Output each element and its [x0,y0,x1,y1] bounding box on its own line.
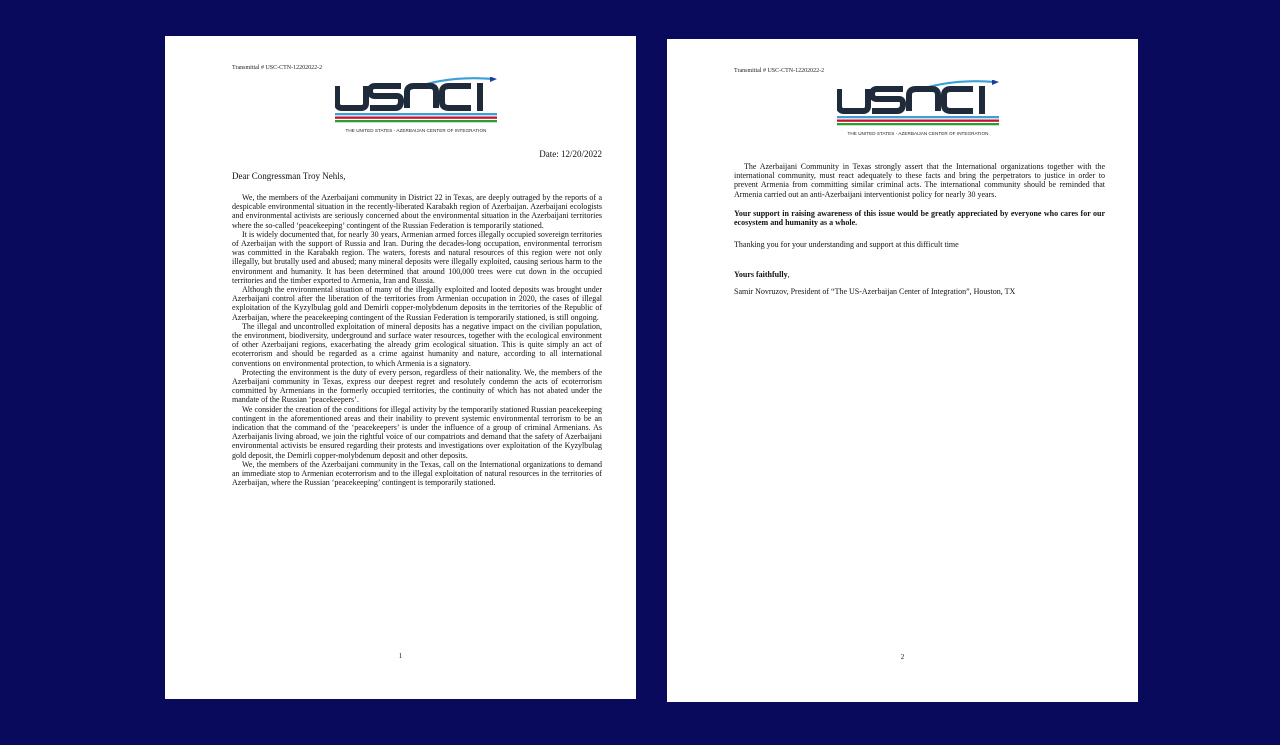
transmittal-number: Transmittal # USC-CTN-12202022-2 [734,68,825,74]
usaci-logo-graphic [335,77,497,127]
closing [734,270,1105,279]
usaci-logo [335,77,497,135]
thanks-line: Thanking you for your understanding and support at this difficult time [734,240,959,250]
paragraph: The Azerbaijani Community in Texas strongly assert that the International organizations together with the international community, must react adequately to these facts and bring the perpetrators to justice in order to prevent Armenia from committing similar criminal acts. The international community should be reminded that Armenia carried out an anti-Azerbaijani interventionist policy for nearly 30 years. [734,162,1105,199]
signature: Samir Novruzov, President of “The US-Azerbaijan Center of Integration”, Houston, TX [734,286,1016,296]
usaci-logo-graphic [837,80,999,130]
paragraph: Protecting the environment is the duty of every person, regardless of their nationality. We, the members of the Azerbaijani community in Texas, express our deepest regret and resolutely condemn the acts of ecoterrorism committed by Armenians in the formerly occupied territories, the continuity of which has not abated under the mandate of the Russian ‘peacekeepers’. [232,367,602,405]
paragraph: We, the members of the Azerbaijani community in the Texas, call on the International organizations to demand an immediate stop to Armenian ecoterrorism and to the illegal exploitation of natural resources in the territories of Azerbaijan, where the Russian ‘peacekeeping’ contingent is temporarily stationed. [232,459,602,488]
letter-body-page-2 [734,162,1105,296]
document-page-1 [165,36,636,699]
letter-date: Date: 12/20/2022 [539,149,602,159]
bold-paragraph: Your support in raising awareness of this issue would be greatly appreciated by everyone who cares for our ecosystem and humanity as a whole. [734,208,1105,228]
document-page-2 [667,39,1138,702]
logo-caption: THE UNITED STATES - AZERBAIJAN CENTER OF INTEGRATION [847,131,989,136]
salutation: Dear Congressman Troy Nehls, [232,171,346,181]
paragraph: We, the members of the Azerbaijani community in District 22 in Texas, are deeply outraged by the reports of a despicable environmental situation in the recently-liberated Karabakh region of Azerbaijan. Azerbaijani ecologists and environmental activists are seriously concerned about the environmental situation in the Azerbaijani territories where the so-called ‘peacekeeping’ contingent of the Russian Federation is temporarily stationed. [232,193,602,230]
paragraph: Although the environmental situation of many of the illegally exploited and looted deposits was brought under Azerbaijani control after the liberation of the territories from Armenian occupation in 2020, the cases of illegal exploitation of the Kyzylbulag gold and Demirli copper-molybdenum deposits in the territories of the Republic of Azerbaijan, where the peacekeeping contingent of the Russian Federation is temporarily stationed, is still ongoing. [232,285,602,322]
page-number: 1 [398,652,403,660]
transmittal-number: Transmittal # USC-CTN-12202022-2 [232,65,323,71]
usaci-logo [837,80,999,138]
paragraph: We consider the creation of the conditions for illegal activity by the temporarily stationed Russian peacekeeping contingent in the aforementioned areas and their inability to prevent systemic environmental terrorism to be an indication that the command of the ‘peacekeepers’ is under the influence of a group of criminal Armenians. As Azerbaijanis living abroad, we join the rightful voice of our compatriots and demand that the safety of Azerbaijani environmental activists be ensured regarding their protests and investigations over exploitation of the Kyzylbulag gold deposit, the Demirli copper-molybdenum deposit and other deposits. [232,404,602,460]
closing-punctuation: , [787,270,790,280]
closing-text: Yours faithfully [734,270,788,280]
letter-body [232,193,602,488]
logo-caption: THE UNITED STATES - AZERBAIJAN CENTER OF INTEGRATION [345,128,487,133]
paragraph: It is widely documented that, for nearly 30 years, Armenian armed forces illegally occupied sovereign territories of Azerbaijan with the support of Russia and Iran. During the decades-long occupation, environmental terrorism was committed in the Karabakh region. The waters, forests and natural resources of this region were not only illegally, but brutally used and abused; many mineral deposits were illegally exploited, causing serious harm to the environment and humanity. It has been determined that around 100,000 trees were cut down in the occupied territories and the timber exported to Armenia, Iran and Russia. [232,229,602,285]
paragraph: The illegal and uncontrolled exploitation of mineral deposits has a negative impact on the civilian population, the environment, biodiversity, underground and surface water resources, together with the ecological environment of other Azerbaijani regions, exacerbating the already grim ecological situation. This is quite simply an act of ecoterrorism and should be regarded as a crime against humanity and nature, according to all international conventions on environmental protection, to which Armenia is a signatory. [232,321,602,368]
page-number: 2 [900,653,905,661]
